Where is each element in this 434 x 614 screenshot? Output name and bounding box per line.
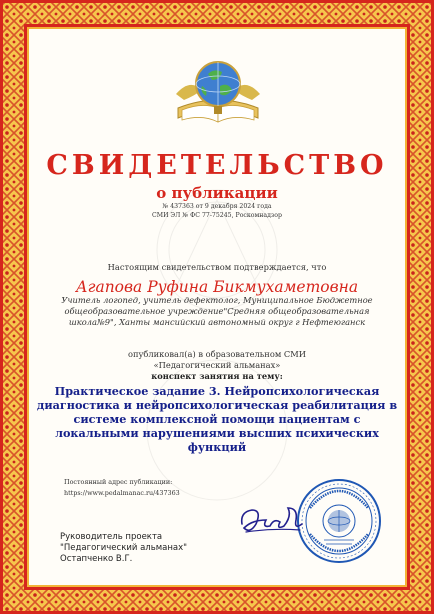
published-text-1: опубликовал(а) в образовательном СМИ xyxy=(127,349,306,359)
round-seal-stamp-icon xyxy=(296,478,382,564)
position-line-2: общеобразовательное учреждение"Средняя общеобразовательная xyxy=(64,306,370,316)
topic-line: локальными нарушениями высших психических xyxy=(55,426,379,440)
topic-line: системе комплексной помощи пациентам с xyxy=(73,412,361,426)
topic-line: функций xyxy=(187,440,247,454)
topic-line: диагностика и нейропсихологическая реабилитация в xyxy=(36,398,398,412)
topic-label: конспект занятия на тему: xyxy=(151,371,283,381)
media-registration: СМИ ЭЛ № ФС 77-75245, Роскомнадзор xyxy=(152,212,282,219)
confirm-text: Настоящим свидетельством подтверждается, что xyxy=(107,262,327,272)
position-line-3: школа№9", Ханты мансийский автономный округ г Нефтеюганск xyxy=(68,317,366,327)
topic-line: Практическое задание 3. Нейропсихологическая xyxy=(54,384,380,398)
signer-project: "Педагогический альманах" xyxy=(60,543,188,553)
recipient-name: Агапова Руфина Бикмухаметовна xyxy=(75,278,359,296)
handwritten-signature-icon xyxy=(236,494,306,544)
address-link[interactable]: https://www.pedalmanac.ru/437363 xyxy=(64,489,180,497)
registration-number: № 437363 от 9 декабря 2024 года xyxy=(162,203,272,210)
globe-book-emblem-icon xyxy=(172,48,264,136)
certificate-subtitle: о публикации xyxy=(156,184,278,202)
address-label: Постоянный адрес публикации: xyxy=(64,478,173,486)
certificate-title: СВИДЕТЕЛЬСТВО xyxy=(46,150,388,181)
signer-name: Остапченко В.Г. xyxy=(60,554,133,564)
published-text-2: «Педагогический альманах» xyxy=(153,360,281,370)
position-line-1: Учитель логопед, учитель дефектолог, Муниципальное Бюджетное xyxy=(61,295,373,305)
signer-title: Руководитель проекта xyxy=(60,532,163,542)
